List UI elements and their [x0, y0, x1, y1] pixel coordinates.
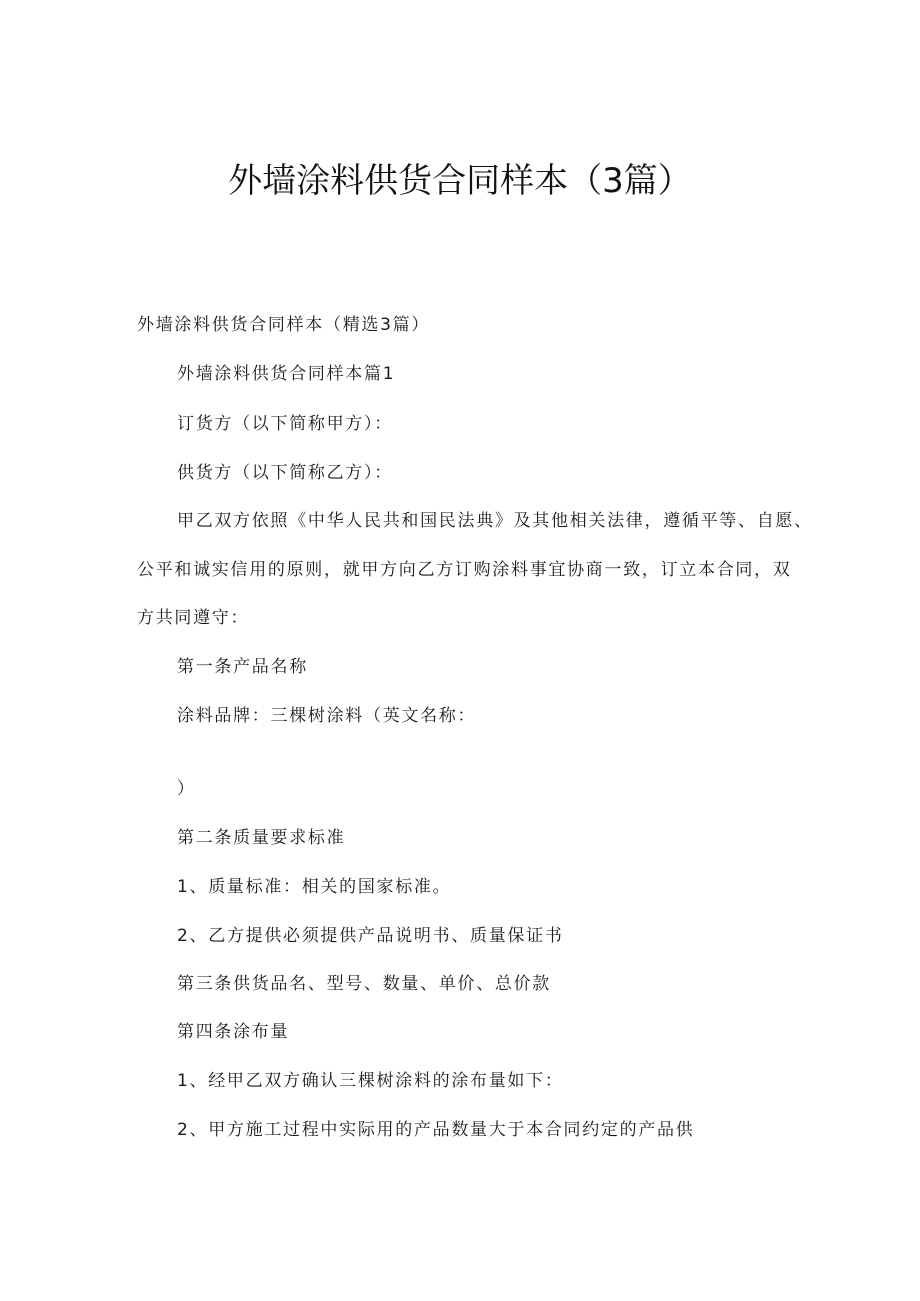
brand-line: 涂料品牌：三棵树涂料（英文名称：: [177, 706, 477, 726]
article-1-heading: 第一条产品名称: [177, 657, 308, 677]
article-2-heading: 第二条质量要求标准: [177, 828, 346, 848]
document-title: 外墙涂料供货合同样本（3篇）: [228, 161, 692, 201]
article-4-heading: 第四条涂布量: [177, 1022, 290, 1042]
article-4-item-1: 1、经甲乙双方确认三棵树涂料的涂布量如下：: [177, 1071, 564, 1091]
preamble-line-1: 甲乙双方依照《中华人民共和国民法典》及其他相关法律，遵循平等、自愿、: [177, 511, 813, 531]
article-2-item-1: 1、质量标准：相关的国家标准。: [177, 877, 452, 897]
article-3-heading: 第三条供货品名、型号、数量、单价、总价款: [177, 974, 551, 994]
document-subtitle: 外墙涂料供货合同样本（精选3篇）: [137, 315, 431, 335]
party-b-line: 供货方（以下简称乙方）：: [177, 463, 393, 483]
brand-close-line: ）: [177, 779, 196, 799]
section-heading: 外墙涂料供货合同样本篇1: [177, 364, 396, 384]
article-4-item-2: 2、甲方施工过程中实际用的产品数量大于本合同约定的产品供: [177, 1120, 695, 1140]
article-2-item-2: 2、乙方提供必须提供产品说明书、质量保证书: [177, 926, 564, 946]
preamble-line-3: 方共同遵守：: [137, 608, 250, 628]
preamble-line-2: 公平和诚实信用的原则，就甲方向乙方订购涂料事宜协商一致，订立本合同，双: [137, 560, 792, 580]
party-a-line: 订货方（以下简称甲方）：: [177, 414, 393, 434]
